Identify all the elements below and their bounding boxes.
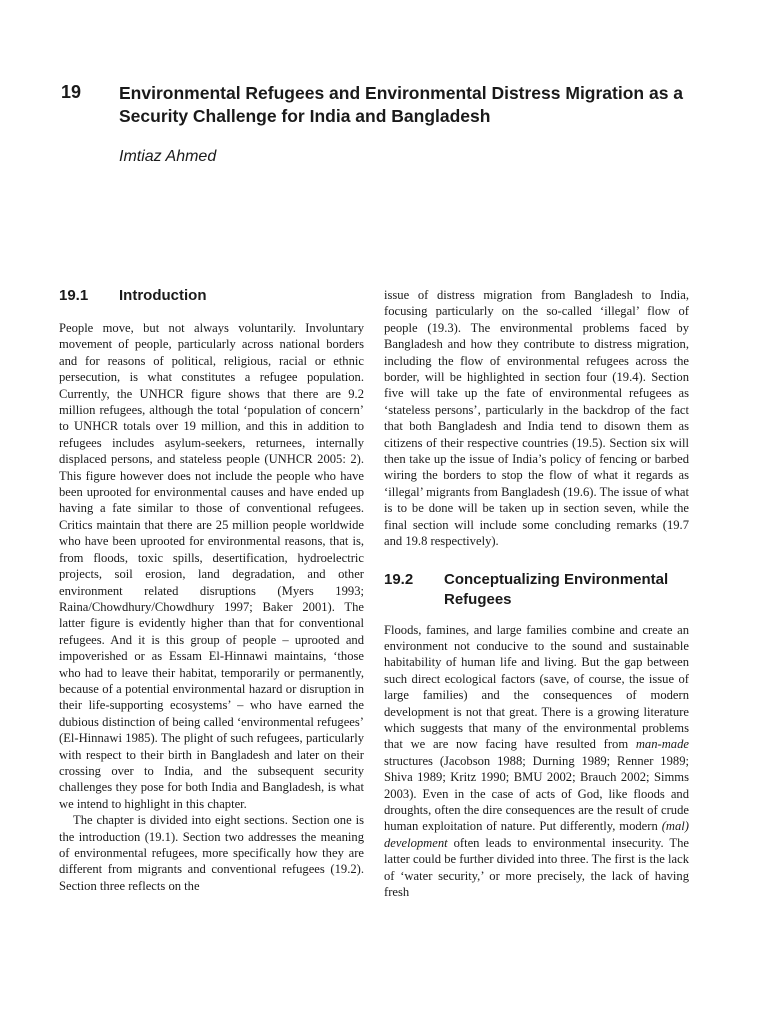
chapter-number: 19 <box>61 82 82 102</box>
section-title: Conceptualizing Environmental Refugees <box>444 570 669 608</box>
left-column <box>59 286 364 894</box>
section-number: 19.2 <box>384 570 414 588</box>
conceptualizing-paragraph-1 <box>384 622 689 901</box>
text-run: structures (Jacobson 1988; Durning 1989; Renner 1989; Shiva 1989; Kritz 1990; BMU 2002; Brauch 2002; Simms 2003). Even in the case of acts of God, like floods and droughts, often the dire consequences are the result of crude human exploitation of nature. Put differently, modern <box>384 753 689 834</box>
emphasis-man-made: man-made <box>635 737 689 752</box>
chapter-title: Environmental Refugees and Environmental Distress Migration as a Security Challenge for India and Bangladesh <box>119 83 684 126</box>
section-heading-introduction <box>59 286 364 306</box>
emphasis-mal-development: (mal) development <box>384 819 689 850</box>
intro-paragraph-2: The chapter is divided into eight sections. Section one is the introduction (19.1). Section two addresses the meaning of environmental refugees, more specifically how they are different from migrants and conventional refugees (19.2). Section three reflects on the <box>59 813 364 893</box>
text-run: often leads to environmental insecurity. The latter could be further divided into three. The first is the lack of ‘water security,’ or more precisely, the lack of having fresh <box>384 835 689 899</box>
chapter-author: Imtiaz Ahmed <box>119 148 217 165</box>
right-column <box>384 287 689 900</box>
text-run: Floods, famines, and large families combine and create an environment not conducive to the sound and sustainable habitability of human life and living. But the gap between such direct ecological factors (save, of course, the issue of large families) and the consequences of modern development is not that great. There is a growing literature which suggests that many of the environmental problems that we are now facing have resulted from <box>384 622 689 752</box>
section-number: 19.1 <box>59 287 89 304</box>
section-title: Introduction <box>119 287 207 304</box>
intro-paragraph-1: People move, but not always voluntarily. Involuntary movement of people, particularly across national borders and for reasons of political, religious, racial or ethnic persecution, is what constitutes a refugee population. Currently, the UNHCR figure shows that there are 9.2 million refugees, although the total ‘population of concern’ to UNHCR totals over 19 million, and this in addition to refugees includes asylum-seekers, returnees, internally displaced persons, and stateless people (UNHCR 2005: 2). This figure however does not include the people who have been uprooted for environmental causes and have ended up having a fate similar to those of conventional refugees. Critics maintain that there are 25 million people worldwide who have been uprooted for environmental reasons, that is, from floods, toxic spills, desertification, hydroelectric projects, soil erosion, land degradation, and other environment related disruptions (Myers 1993; Raina/Chowdhury/Chowdhury 1997; Baker 2001). The latter figure is evidently higher than that for conventional refugees. And it is this group of people – uprooted and impoverished or as Essam El-Hinnawi maintains, ‘those who had to leave their habitat, temporarily or permanently, because of a potential environmental hazard or disruption in their life-supporting ecosystems’ – who have earned the dubious distinction of being called ‘environmental refugees’ (El-Hinnawi 1985). The plight of such refugees, particularly with respect to their birth in Bangladesh and later on their crossing over to India, and the subsequent security challenges they pose for both India and Bangladesh, is what we intend to highlight in this chapter. <box>59 321 364 811</box>
section-heading-conceptualizing <box>384 570 689 610</box>
intro-paragraph-2-continued: issue of distress migration from Bangladesh to India, focusing particularly on the so-called ‘illegal’ flow of people (19.3). The environmental problems faced by Bangladesh and how they contribute to distress migration, including the flow of environmental refugees across the border, will be highlighted in section four (19.4). Section five will take up the fate of environmental refugees as ‘stateless persons’, particularly in the backdrop of the fact that both Bangladesh and India tend to disown them as citizens of their respective countries (19.5). Section six will then take up the issue of India’s policy of fencing or barbed wiring the borders to stop the flow of what it regards as ‘illegal’ migrants from Bangladesh (19.6). The issue of what is to be done will be taken up in section seven, while the final section will include some concluding remarks (19.7 and 19.8 respectively). <box>384 288 689 549</box>
